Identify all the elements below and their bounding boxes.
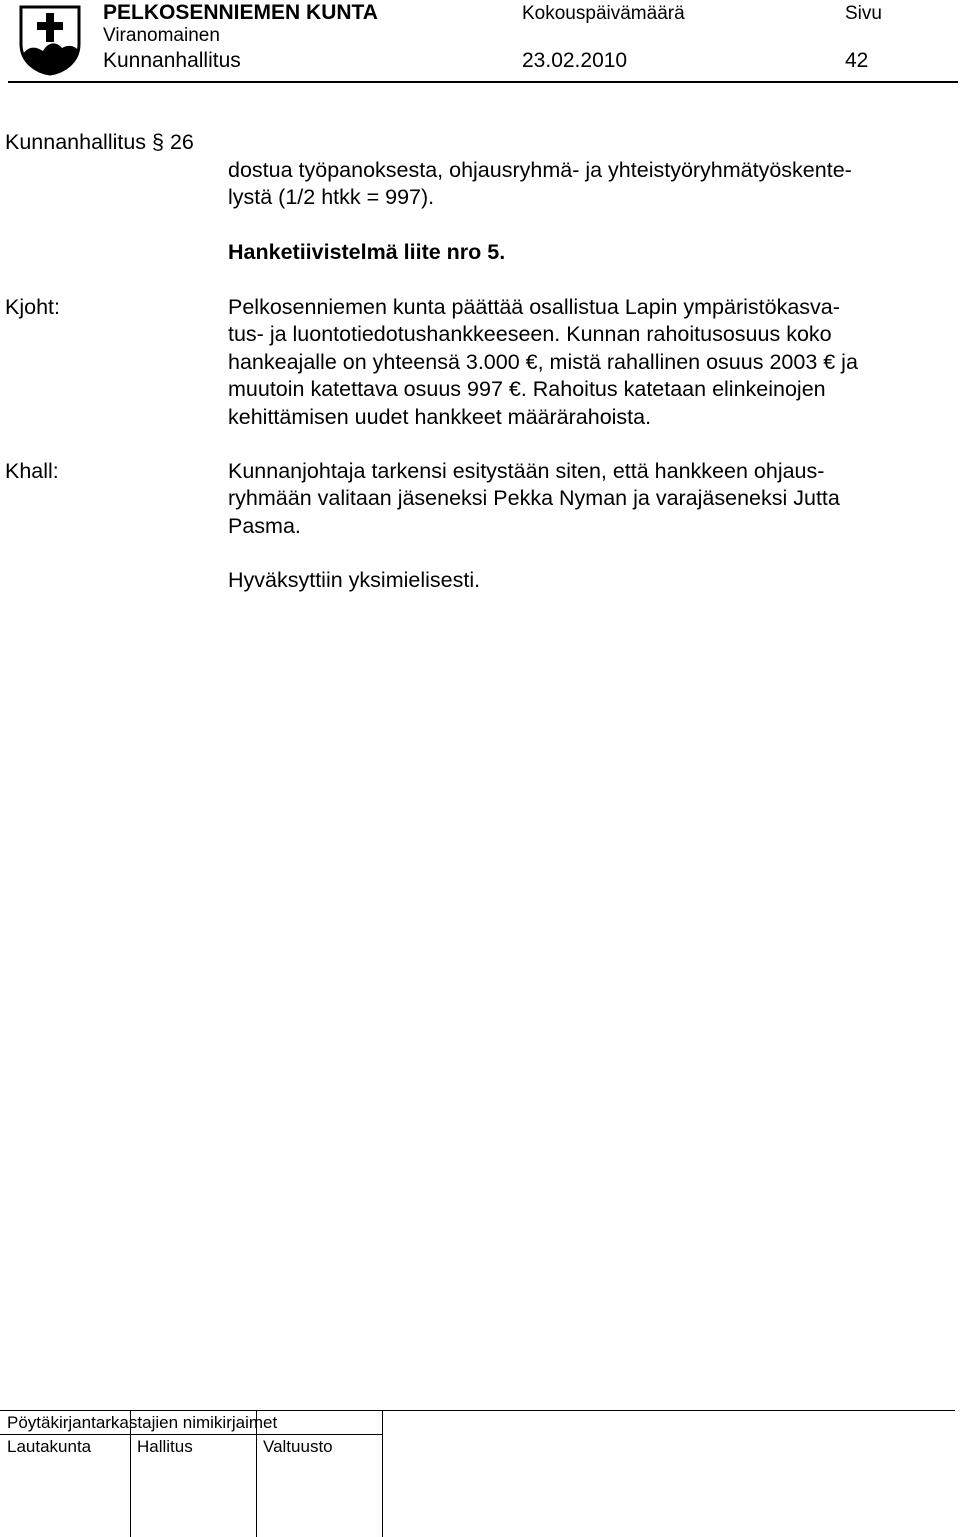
page-number: 42 — [845, 49, 869, 72]
intro-line: lystä (1/2 htkk = 997). — [228, 185, 435, 209]
organization-name: PELKOSENNIEMEN KUNTA — [103, 1, 378, 24]
proposal-line: tus- ja luontotiedotushankkeeseen. Kunnan rahoitusosuus koko — [228, 322, 832, 346]
decision-line: ryhmään valitaan jäseneksi Pekka Nyman ja varajäseneksi Jutta — [228, 486, 840, 510]
attachment-reference: Hanketiivistelmä liite nro 5. — [228, 240, 506, 264]
footer-header-divider — [0, 1434, 382, 1435]
proposal-label: Kjoht: — [5, 295, 60, 319]
footer-column-lautakunta: Lautakunta — [7, 1437, 92, 1456]
footer-column-divider — [382, 1410, 383, 1537]
header-divider — [8, 81, 958, 83]
authority-label: Viranomainen — [103, 25, 220, 46]
decision-line: Pasma. — [228, 514, 301, 538]
proposal-line: Pelkosenniemen kunta päättää osallistua Lapin ympäristökasva- — [228, 295, 840, 319]
meeting-date: 23.02.2010 — [522, 49, 628, 72]
proposal-line: hankeajalle on yhteensä 3.000 €, mistä rahallinen osuus 2003 € ja — [228, 350, 858, 374]
coat-of-arms-icon — [18, 4, 82, 76]
proposal-line: kehittämisen uudet hankkeet määrärahoista. — [228, 405, 652, 429]
date-label: Kokouspäivämäärä — [522, 3, 685, 24]
section-heading: Kunnanhallitus § 26 — [5, 130, 194, 154]
footer-column-hallitus: Hallitus — [137, 1437, 193, 1456]
authority-value: Kunnanhallitus — [103, 49, 241, 72]
decision-line: Kunnanjohtaja tarkensi esitystään siten, että hankkeen ohjaus- — [228, 459, 825, 483]
decision-result: Hyväksyttiin yksimielisesti. — [228, 568, 481, 592]
page-label: Sivu — [845, 3, 882, 24]
footer-column-valtuusto: Valtuusto — [263, 1437, 333, 1456]
intro-line: dostua työpanoksesta, ohjausryhmä- ja yhteistyöryhmätyöskente- — [228, 158, 852, 182]
footer-top-border — [0, 1410, 955, 1411]
footer-title: Pöytäkirjantarkastajien nimikirjaimet — [7, 1413, 278, 1432]
proposal-line: muutoin katettava osuus 997 €. Rahoitus katetaan elinkeinojen — [228, 377, 826, 401]
decision-label: Khall: — [5, 459, 59, 483]
